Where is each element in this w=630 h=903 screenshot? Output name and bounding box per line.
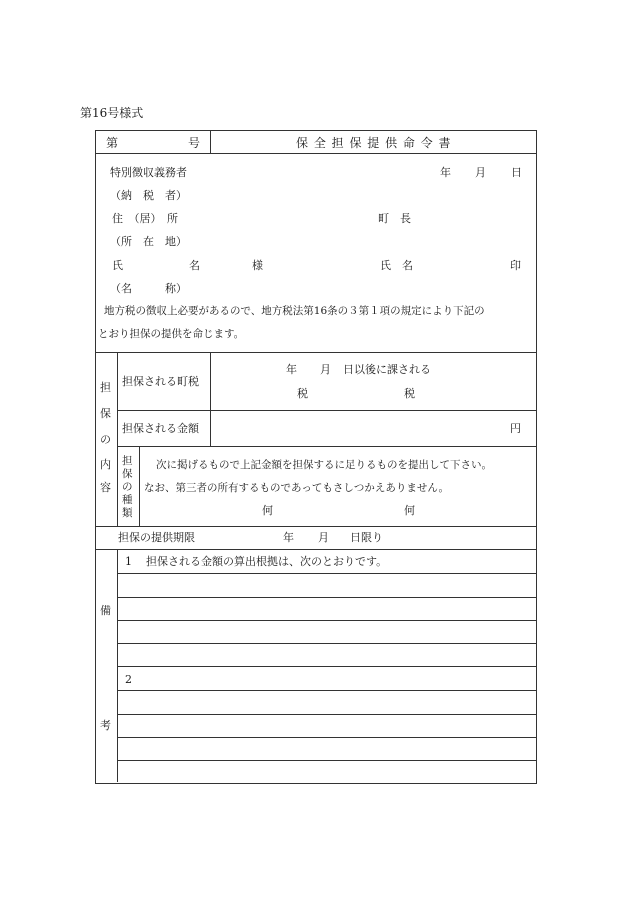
remarks-char: 備: [100, 604, 111, 617]
number-label: 第: [106, 136, 119, 150]
deadline-label: 担保の提供期限: [118, 531, 195, 544]
document-title: 保 全 担 保 提 供 命 令 書: [296, 136, 452, 150]
name-label: 氏 名: [112, 259, 200, 272]
location-label: （所 在 地）: [110, 235, 187, 248]
remarks-line: [117, 737, 536, 738]
deadline-year-label: 年: [283, 531, 294, 544]
seal-mark: 印: [510, 259, 521, 272]
divider-amount-row: [117, 446, 536, 447]
type-instruction-line1: 次に掲げるもので上記金額を担保するに足りるものを提出して下さい。: [156, 459, 492, 471]
issue-month-label: 月: [475, 166, 486, 179]
obligor-label: 特別徴収義務者: [110, 166, 187, 179]
type-char: 保: [122, 468, 133, 480]
collateral-section-char: 容: [100, 481, 111, 494]
mayor-label: 町 長: [378, 212, 411, 225]
remarks-line: [117, 714, 536, 715]
issue-day-label: 日: [511, 166, 522, 179]
divider-deadline: [95, 549, 536, 550]
order-text-line1: 地方税の徴収上必要があるので、地方税法第16条の３第１項の規定により下記の: [104, 305, 485, 317]
type-char: の: [122, 481, 133, 493]
number-suffix: 号: [188, 136, 201, 150]
remarks-left-col: [117, 549, 118, 782]
tax-unit-1: 税: [297, 387, 308, 400]
type-what-1: 何: [262, 504, 273, 517]
title-label: （名 称）: [110, 282, 187, 295]
issue-year-label: 年: [440, 166, 451, 179]
divider-addressee: [95, 352, 536, 353]
type-char: 類: [122, 507, 133, 519]
tax-unit-2: 税: [404, 387, 415, 400]
remarks-item1-text: 担保される金額の算出根拠は、次のとおりです。: [146, 555, 388, 568]
collateral-label-col: [210, 352, 211, 446]
collateral-section-char: 担: [100, 381, 111, 394]
remarks-line: [117, 643, 536, 644]
type-char: 担: [122, 455, 133, 467]
taxpayer-label: （納 税 者）: [110, 189, 187, 202]
address-label: 住 （居） 所: [112, 212, 178, 225]
form-frame: [95, 130, 537, 784]
collateral-section-char: の: [100, 433, 111, 446]
mayor-name-label: 氏 名: [380, 259, 413, 272]
deadline-month-label: 月: [318, 531, 329, 544]
remarks-line: [117, 620, 536, 621]
remarks-line: [117, 573, 536, 574]
deadline-day-label: 日限り: [350, 531, 383, 544]
divider-tax-row: [117, 410, 536, 411]
tax-year-label: 年: [286, 363, 297, 376]
amount-unit: 円: [510, 422, 521, 435]
type-char: 種: [122, 494, 133, 506]
divider-header: [95, 153, 536, 154]
type-what-2: 何: [404, 504, 415, 517]
form-number: 第16号様式: [80, 106, 144, 120]
remarks-line: [117, 690, 536, 691]
honorific: 様: [252, 259, 263, 272]
collateral-type-col: [139, 446, 140, 526]
header-split: [210, 130, 211, 153]
collateral-section-char: 保: [100, 407, 111, 420]
collateral-section-char: 内: [100, 458, 111, 471]
remarks-char: 考: [100, 719, 111, 732]
type-instruction-line2: なお、第三者の所有するものであってもさしつかえありません。: [144, 482, 450, 494]
remarks-line: [117, 666, 536, 667]
collateral-left-col: [117, 352, 118, 526]
remarks-line: [117, 597, 536, 598]
tax-month-label: 月: [320, 363, 331, 376]
divider-collateral: [95, 526, 536, 527]
tax-row-label: 担保される町税: [122, 375, 199, 388]
tax-imposed-label: 日以後に課される: [343, 363, 431, 376]
remarks-item1-number: 1: [125, 555, 132, 568]
remarks-item2-number: 2: [125, 673, 132, 686]
remarks-line: [117, 760, 536, 761]
amount-row-label: 担保される金額: [122, 422, 199, 435]
order-text-line2: とおり担保の提供を命じます。: [98, 328, 245, 340]
